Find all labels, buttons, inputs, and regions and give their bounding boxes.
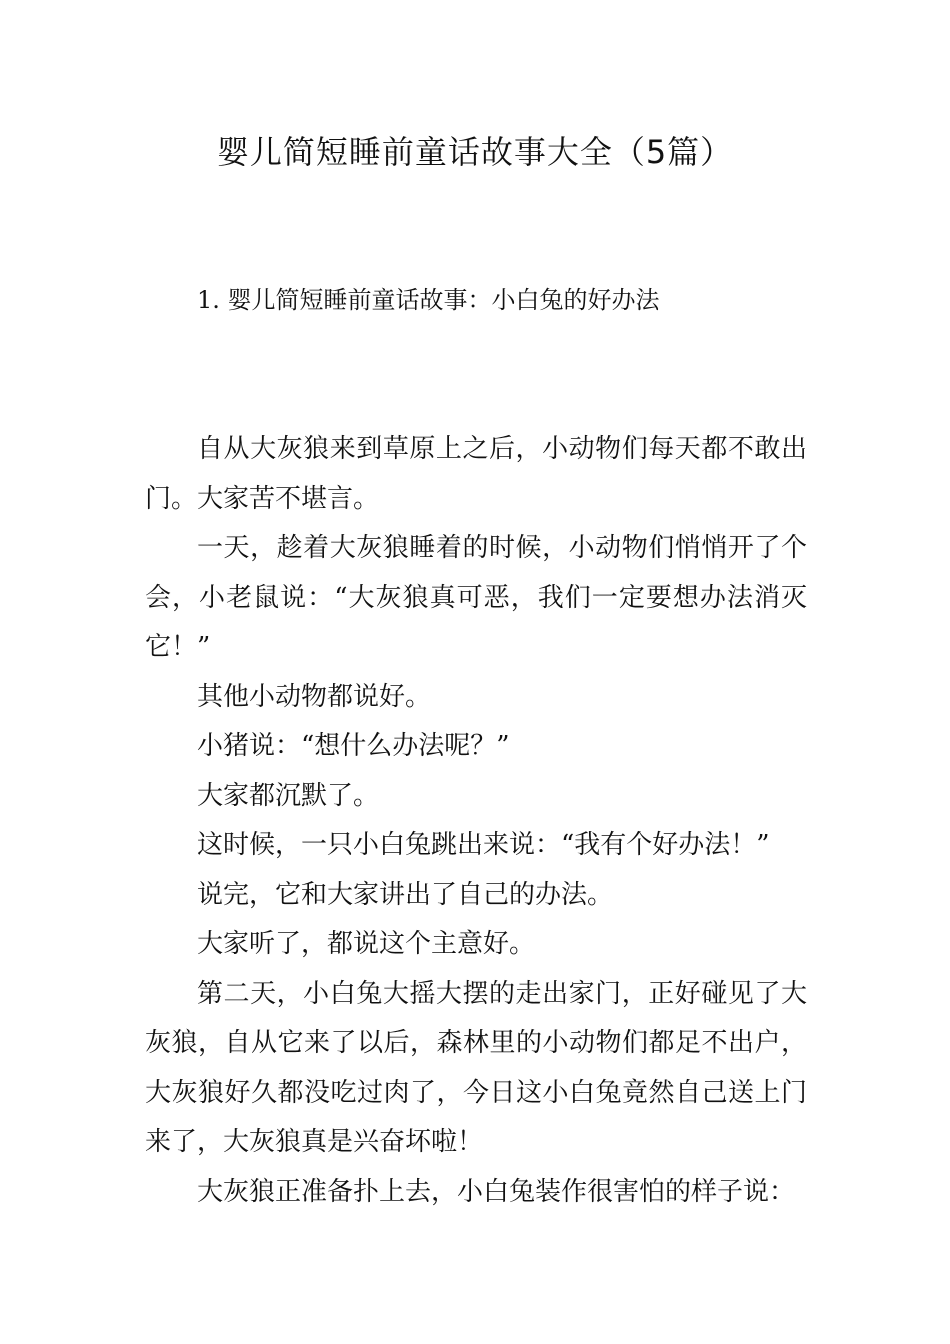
paragraph: 自从大灰狼来到草原上之后，小动物们每天都不敢出门。大家苦不堪言。 bbox=[145, 434, 807, 514]
paragraph: 小猪说：“想什么办法呢？” bbox=[197, 731, 510, 761]
paragraph: 说完，它和大家讲出了自己的办法。 bbox=[197, 879, 614, 910]
paragraph: 一天，趁着大灰狼睡着的时候，小动物们悄悄开了个会，小老鼠说：“大灰狼真可恶，我们一定要想办法消灭它！” bbox=[145, 533, 807, 662]
story-body bbox=[145, 425, 807, 1217]
paragraph: 大家听了，都说这个主意好。 bbox=[197, 929, 536, 959]
paragraph: 第二天，小白兔大摇大摆的走出家门，正好碰见了大灰狼，自从它来了以后，森林里的小动物们都足不出户，大灰狼好久都没吃过肉了，今日这小白兔竟然自己送上门来了，大灰狼真是兴奋坏啦！ bbox=[145, 978, 807, 1157]
document-title: 婴儿简短睡前童话故事大全（5篇） bbox=[216, 133, 734, 171]
paragraph: 其他小动物都说好。 bbox=[197, 681, 432, 712]
paragraph: 大家都沉默了。 bbox=[197, 780, 380, 811]
paragraph: 大灰狼正准备扑上去，小白兔装作很害怕的样子说： bbox=[197, 1176, 796, 1207]
section-heading: 1. 婴儿简短睡前童话故事：小白兔的好办法 bbox=[197, 286, 660, 314]
paragraph: 这时候，一只小白兔跳出来说：“我有个好办法！” bbox=[197, 830, 770, 860]
